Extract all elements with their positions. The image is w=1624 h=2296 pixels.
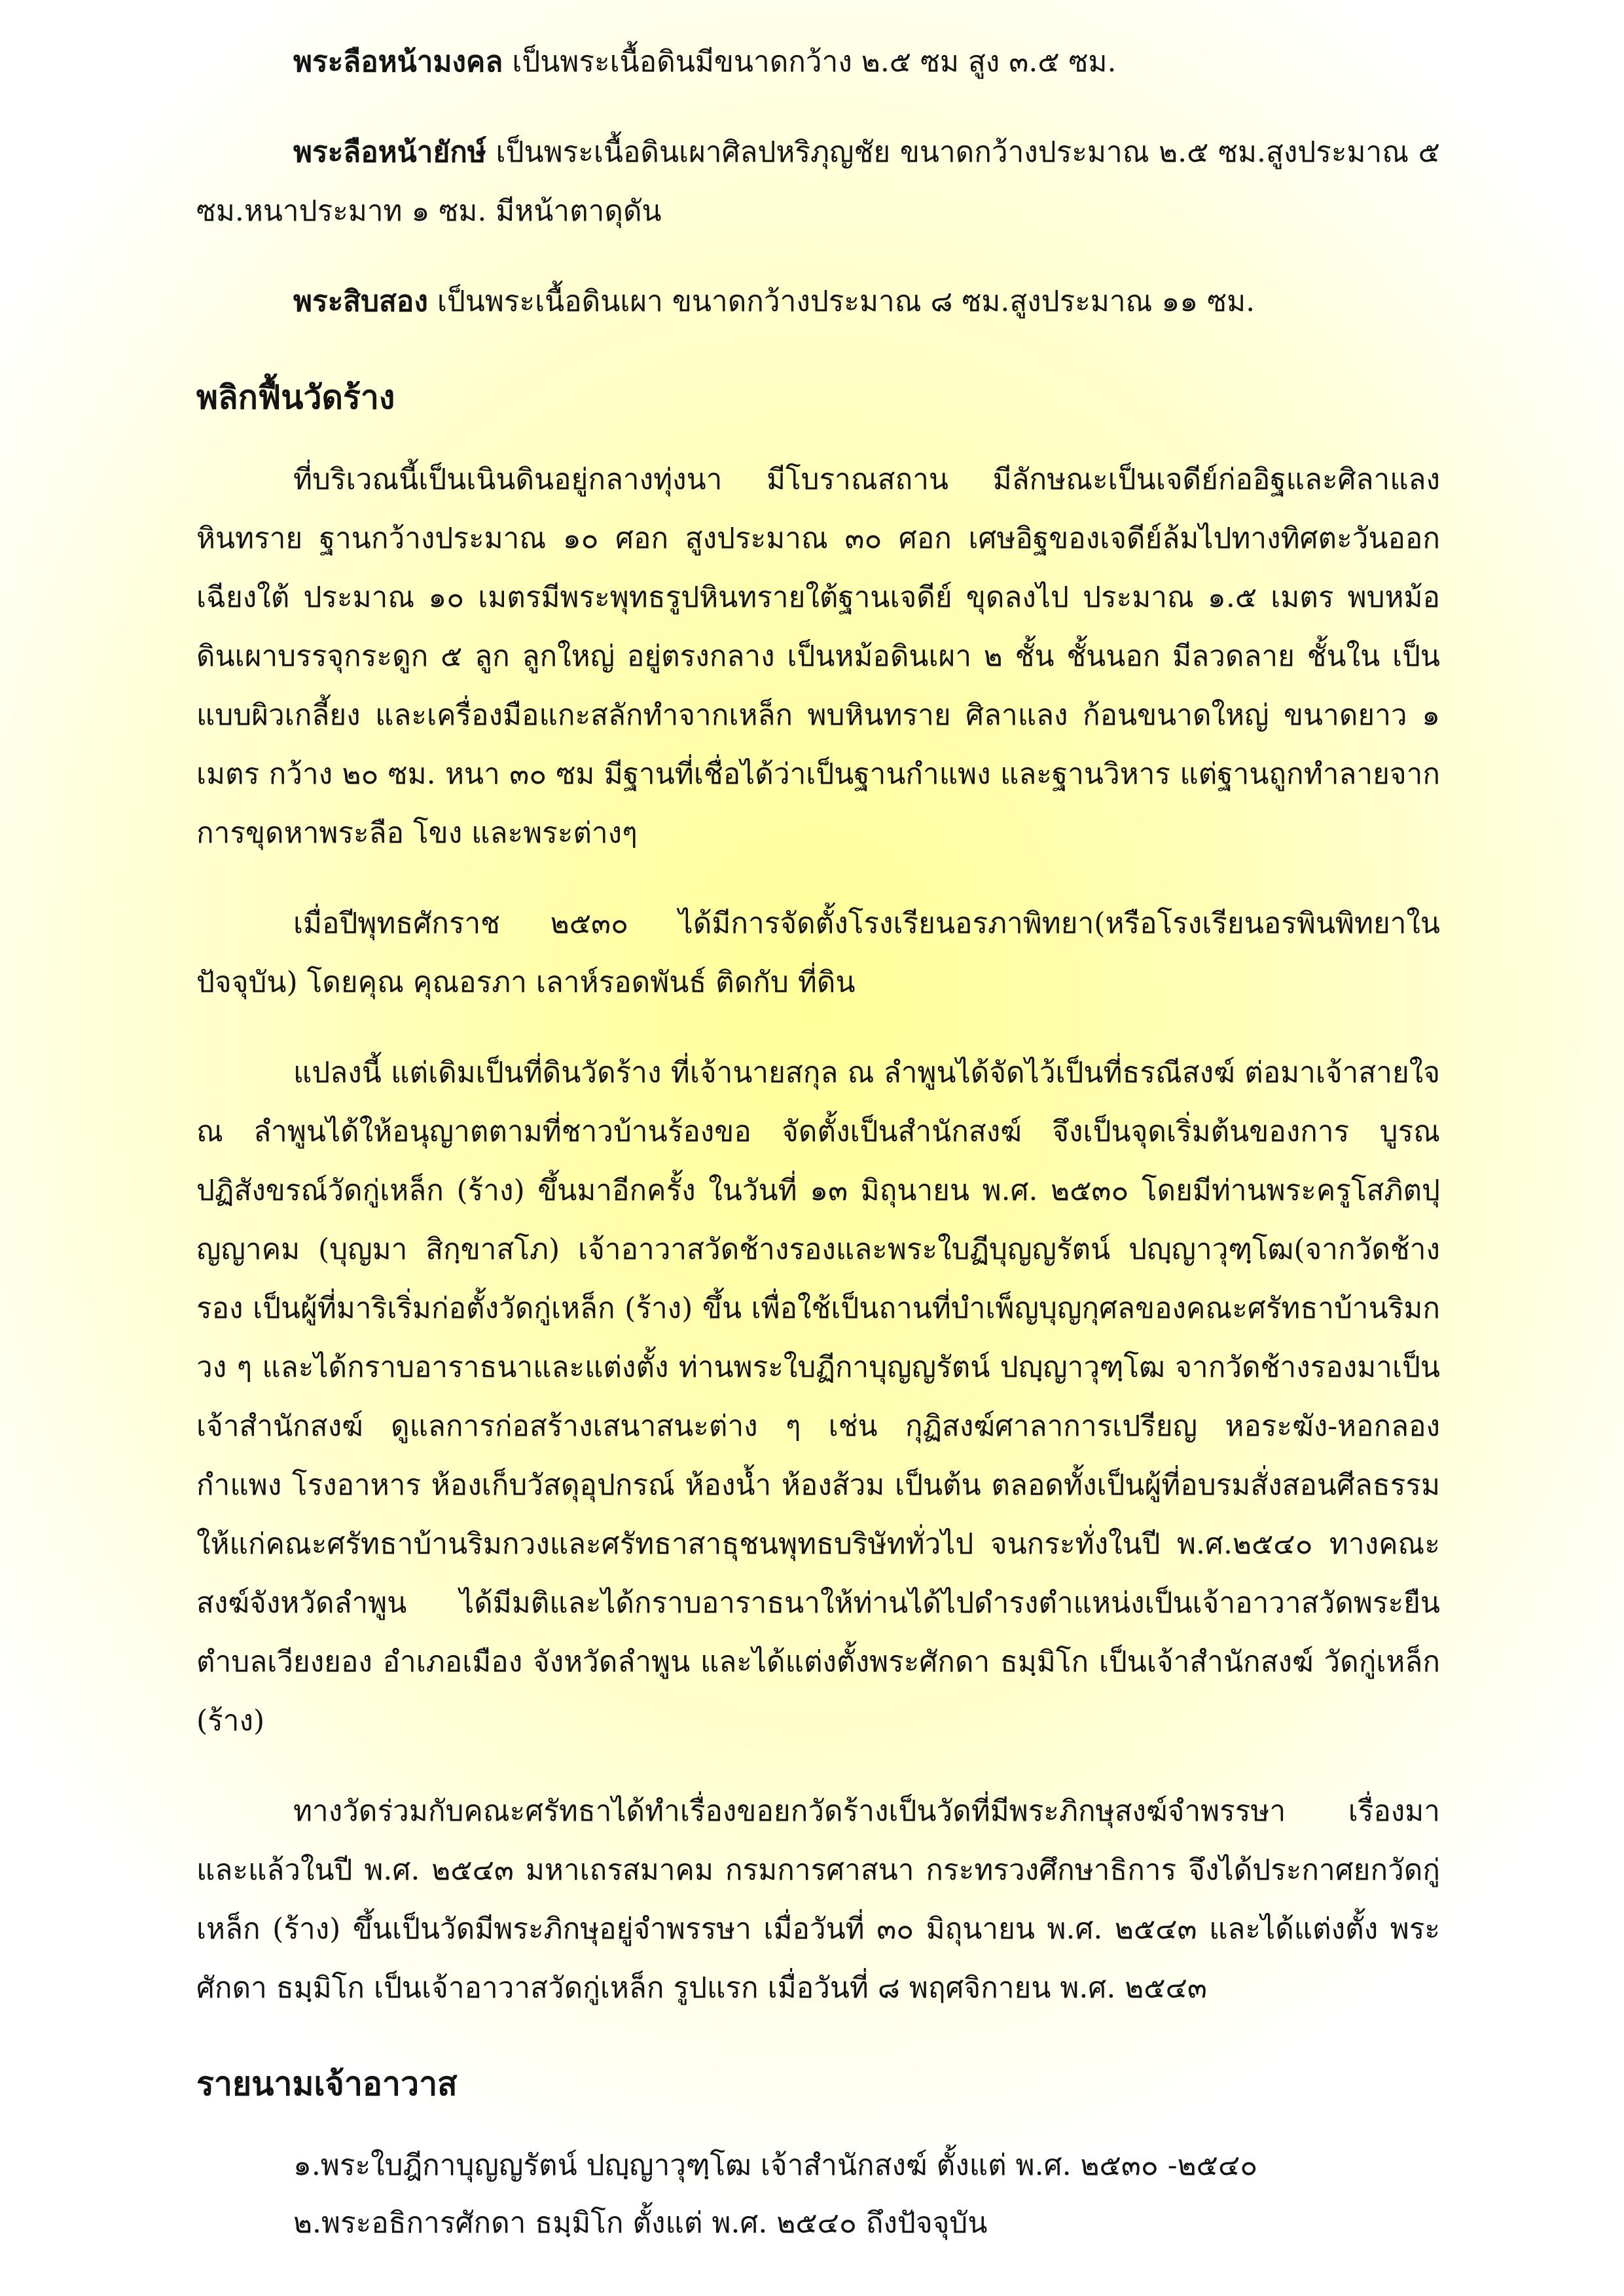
amulet-paragraph-2 [196, 123, 1440, 241]
document-page [196, 33, 1440, 2252]
section-heading-abbots: รายนามเจ้าอาวาส [196, 2064, 458, 2103]
history-paragraph-1: ที่บริเวณนี้เป็นเนินดินอยู่กลางทุ่งนา มีโบราณสถาน มีลักษณะเป็นเจดีย์ก่ออิฐและศิลาแลงหินทราย ฐานกว้างประมาณ ๑๐ ศอก สูงประมาณ ๓๐ ศอก เศษอิฐของเจดีย์ล้มไปทางทิศตะวันออกเฉียงใต้ ประมาณ ๑๐ เมตรมีพระพุทธรูปหินทรายใต้ฐานเจดีย์ ขุดลงไป ประมาณ ๑.๕ เมตร พบหม้อดินเผาบรรจุกระดูก ๕ ลูก ลูกใหญ่ อยู่ตรงกลาง เป็นหม้อดินเผา ๒ ชั้น ชั้นนอก มีลวดลาย ชั้นใน เป็นแบบผิวเกลี้ยง และเครื่องมือแกะสลักทำจากเหล็ก พบหินทราย ศิลาแลง ก้อนขนาดใหญ่ ขนาดยาว ๑ เมตร กว้าง ๒๐ ซม. หนา ๓๐ ซม มีฐานที่เชื่อได้ว่าเป็นฐานกำแพง และฐานวิหาร แต่ฐานถูกทำลายจากการขุดหาพระลือ โขง และพระต่างๆ [196, 463, 1440, 850]
amulet-name: พระสิบสอง [293, 285, 428, 318]
amulet-paragraph-1 [196, 33, 1440, 92]
history-paragraph-2: เมื่อปีพุทธศักราช ๒๕๓๐ ได้มีการจัดตั้งโรงเรียนอรภาพิทยา(หรือโรงเรียนอรพินพิทยาในปัจจุบัน) โดยคุณ คุณอรภา เลาห์รอดพันธ์ ติดกับ ที่ดิน [196, 907, 1440, 999]
amulet-name: พระลือหน้ามงคล [293, 45, 503, 79]
history-paragraph-4: ทางวัดร่วมกับคณะศรัทธาได้ทำเรื่องขอยกวัดร้างเป็นวัดที่มีพระภิกษุสงฆ์จำพรรษา เรื่องมา และแล้วในปี พ.ศ. ๒๕๔๓ มหาเถรสมาคม กรมการศาสนา กระทรวงศึกษาธิการ จึงได้ประกาศยกวัดกู่เหล็ก (ร้าง) ขึ้นเป็นวัดมีพระภิกษุอยู่จำพรรษา เมื่อวันที่ ๓๐ มิถุนายน พ.ศ. ๒๕๔๓ และได้แต่งตั้ง พระศักดา ธมฺมิโก เป็นเจ้าอาวาสวัดกู่เหล็ก รูปแรก เมื่อวันที่ ๘ พฤศจิกายน พ.ศ. ๒๕๔๓ [196, 1795, 1440, 2005]
amulet-description: เป็นพระเนื้อดินมีขนาดกว้าง ๒.๕ ซม สูง ๓.๕ ซม. [503, 45, 1117, 79]
section-heading-restoration: พลิกฟื้นวัดร้าง [196, 378, 395, 416]
amulet-paragraph-3 [196, 272, 1440, 331]
abbot-list-item: ๑.พระใบฎีกาบุญญรัตน์ ปญฺญาวุฑฺโฒ เจ้าสำนักสงฆ์ ตั้งแต่ พ.ศ. ๒๕๓๐ -๒๕๔๐ [293, 2149, 1258, 2182]
amulet-description: เป็นพระเนื้อดินเผา ขนาดกว้างประมาณ ๘ ซม.สูงประมาณ ๑๑ ซม. [427, 285, 1255, 318]
history-paragraph-3: แปลงนี้ แต่เดิมเป็นที่ดินวัดร้าง ที่เจ้านายสกุล ณ ลำพูนได้จัดไว้เป็นที่ธรณีสงฆ์ ต่อมาเจ้าสายใจ ณ ลำพูนได้ให้อนุญาตตามที่ชาวบ้านร้องขอ จัดตั้งเป็นสำนักสงฆ์ จึงเป็นจุดเริ่มต้นของการ บูรณปฏิสังขรณ์วัดกู่เหล็ก (ร้าง) ขึ้นมาอีกครั้ง ในวันที่ ๑๓ มิถุนายน พ.ศ. ๒๕๓๐ โดยมีท่านพระครูโสภิตปุญญาคม (บุญมา สิกฺขาสโภ) เจ้าอาวาสวัดช้างรองและพระใบฏีบุญญรัตน์ ปญฺญาวุฑฺโฒ(จากวัดช้างรอง เป็นผู้ที่มาริเริ่มก่อตั้งวัดกู่เหล็ก (ร้าง) ขึ้น เพื่อใช้เป็นถานที่บำเพ็ญบุญกุศลของคณะศรัทธาบ้านริมกวง ๆ และได้กราบอาราธนาและแต่งตั้ง ท่านพระใบฏีกาบุญญรัตน์ ปญฺญาวุฑฺโฒ จากวัดช้างรองมาเป็นเจ้าสำนักสงฆ์ ดูแลการก่อสร้างเสนาสนะต่าง ๆ เช่น กุฏิสงฆ์ศาลาการเปรียญ หอระฆัง-หอกลอง กำแพง โรงอาหาร ห้องเก็บวัสดุอุปกรณ์ ห้องน้ำ ห้องส้วม เป็นต้น ตลอดทั้งเป็นผู้ที่อบรมสั่งสอนศีลธรรมให้แก่คณะศรัทธาบ้านริมกวงและศรัทธาสาธุชนพุทธบริษัททั่วไป จนกระทั่งในปี พ.ศ.๒๕๔๐ ทางคณะสงฆ์จังหวัดลำพูน ได้มีมติและได้กราบอาราธนาให้ท่านได้ไปดำรงตำแหน่งเป็นเจ้าอาวาสวัดพระยืน ตำบลเวียงยอง อำเภอเมือง จังหวัดลำพูน และได้แต่งตั้งพระศักดา ธมฺมิโก เป็นเจ้าสำนักสงฆ์ วัดกู่เหล็ก (ร้าง) [196, 1056, 1440, 1738]
abbot-list-item: ๒.พระอธิการศักดา ธมฺมิโก ตั้งแต่ พ.ศ. ๒๕๔๐ ถึงปัจจุบัน [293, 2206, 988, 2240]
amulet-description: เป็นพระเนื้อดินเผาศิลปหริภุญชัย ขนาดกว้างประมาณ ๒.๕ ซม.สูงประมาณ ๕ ซม.หนาประมาท ๑ ซม. มีหน้าตาดุดัน [196, 136, 1440, 228]
abbot-list [196, 2137, 1440, 2252]
amulet-name: พระลือหน้ายักษ์ [293, 136, 486, 169]
